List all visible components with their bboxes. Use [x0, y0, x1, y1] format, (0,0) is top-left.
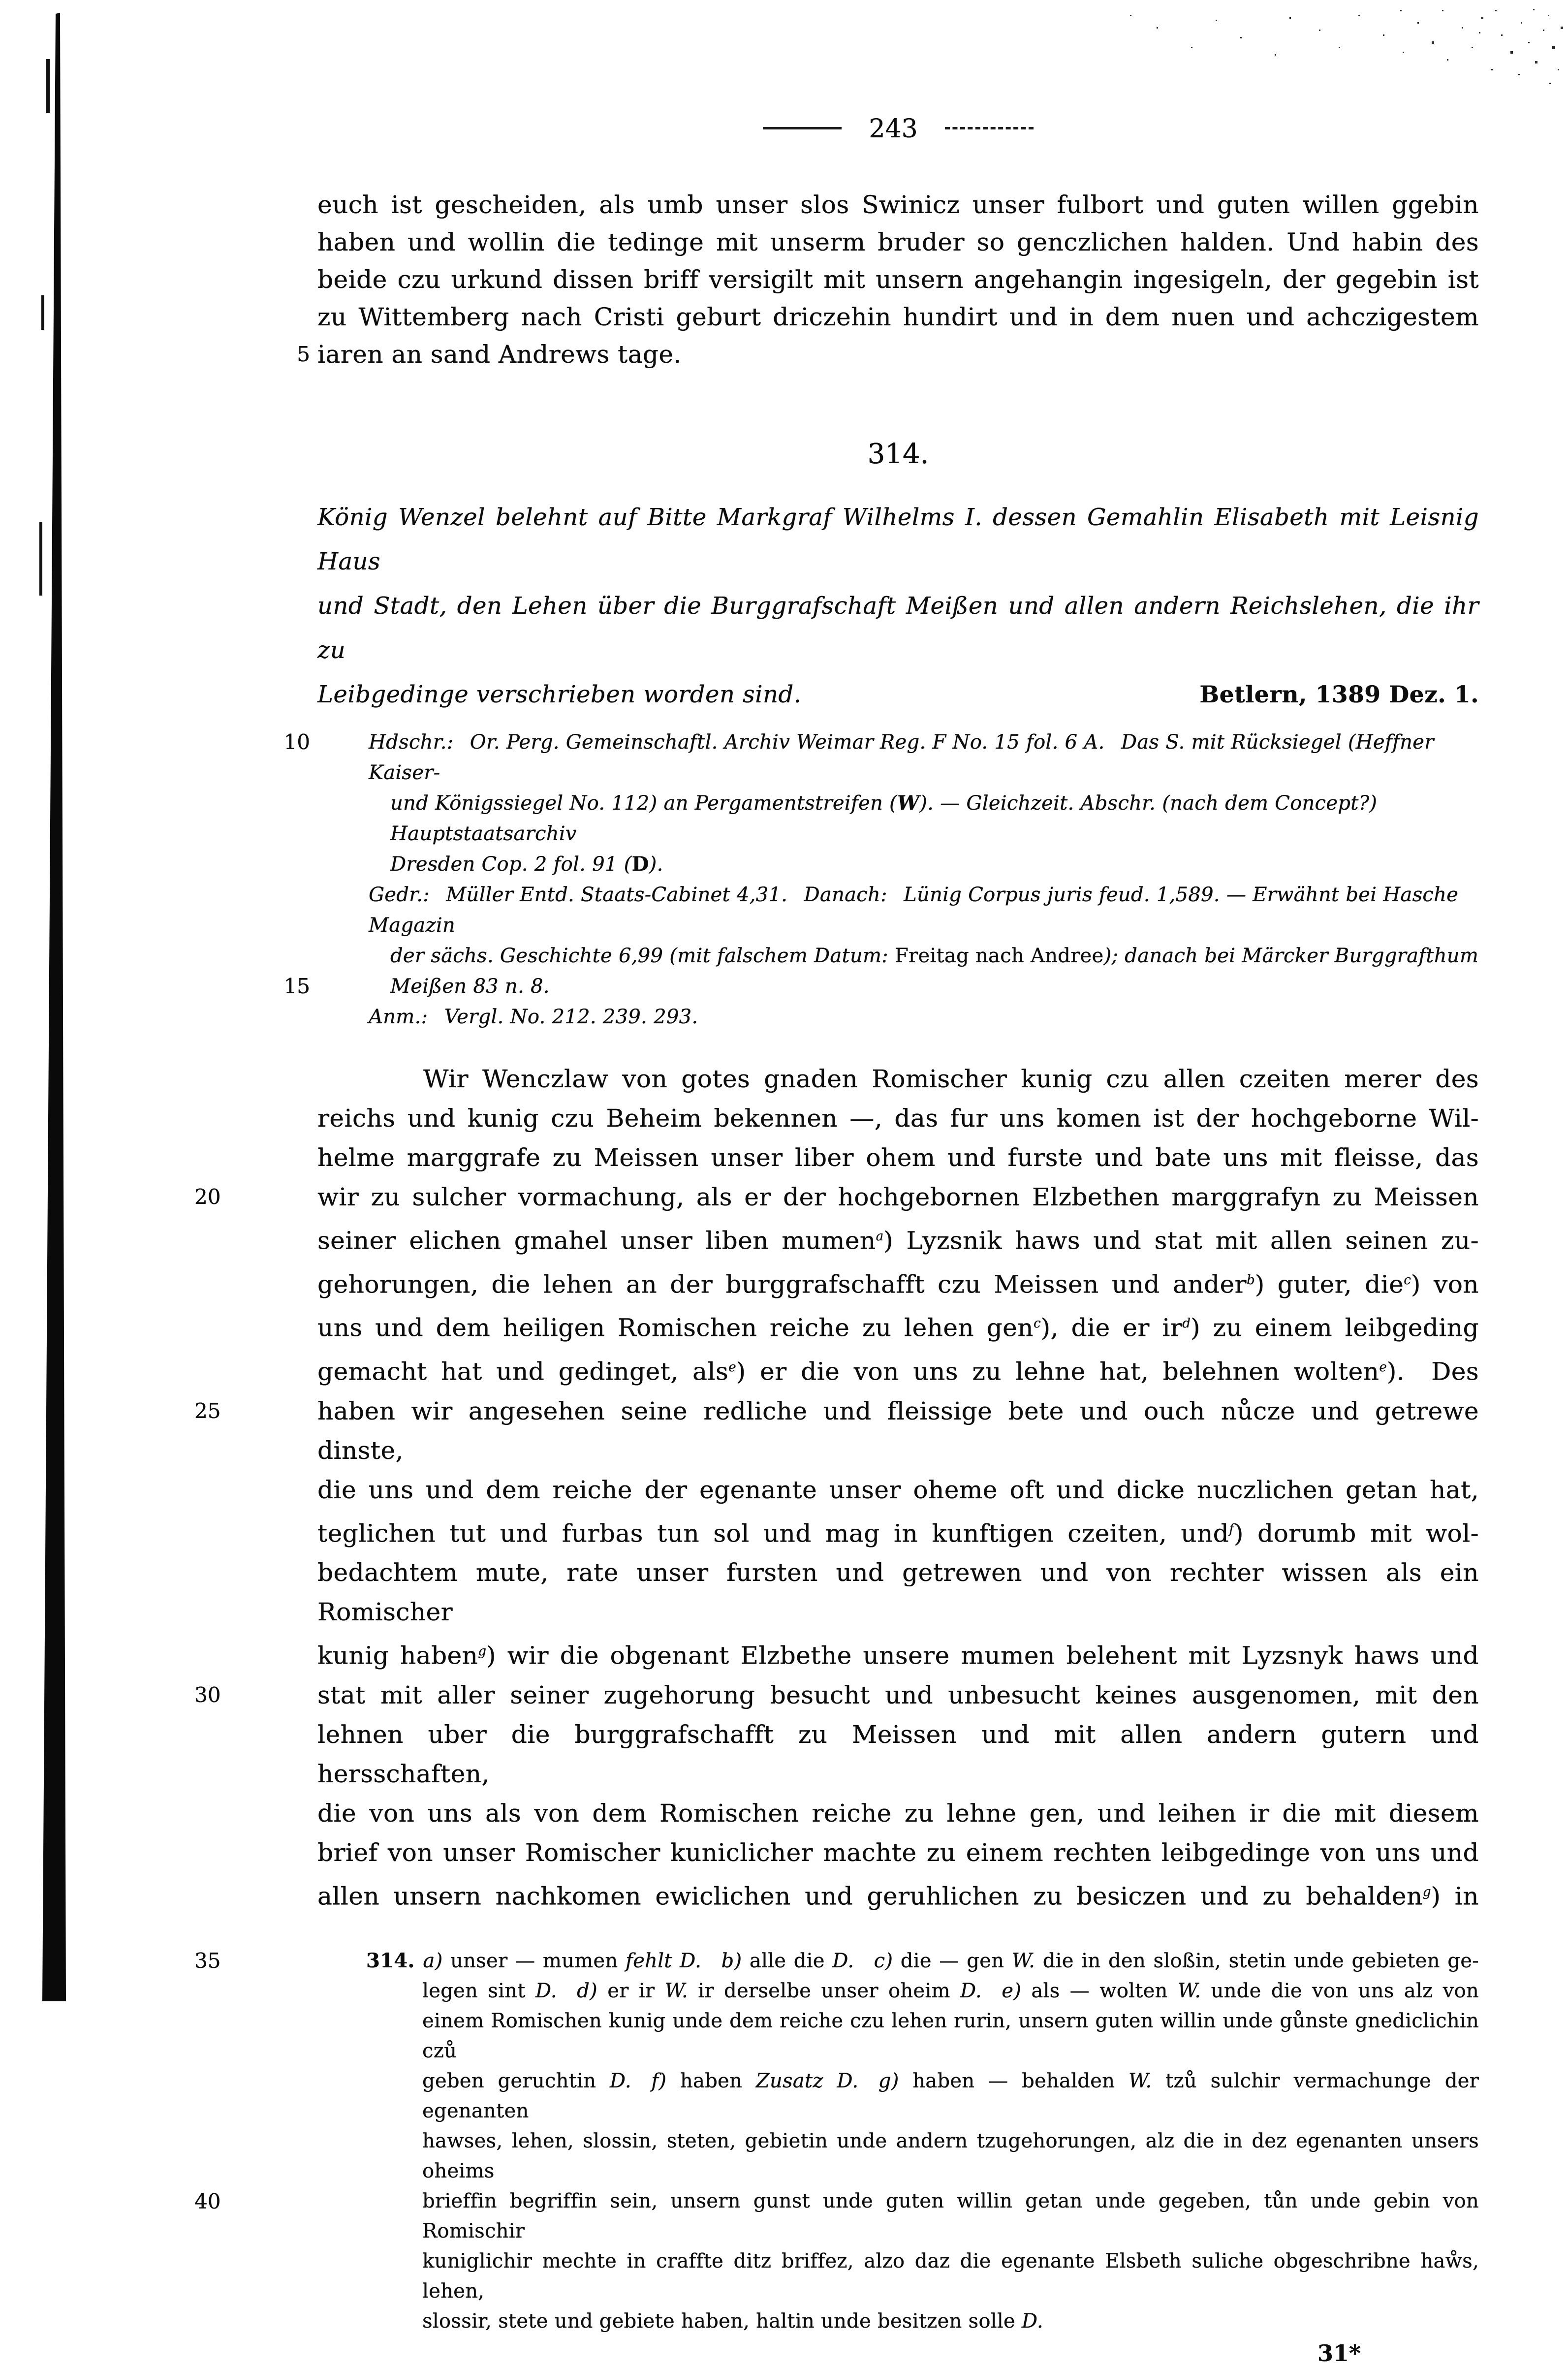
scan-edge-artifact — [0, 0, 74, 2001]
text-line — [317, 584, 1479, 672]
signature-mark: 31* — [1317, 2339, 1361, 2367]
charter-body — [194, 1059, 1479, 1916]
line-text: reichs und kunig czu Beheim bekennen —, das fur uns komen ist der hochgeborne Wil- — [317, 1104, 1479, 1133]
page-number: 243 — [869, 114, 918, 144]
footnote-line: kuniglichir mechte in craffte ditz briffez, alzo daz die egenante Elsbeth suliche obgeschribne haẘs, lehen, — [422, 2249, 1479, 2303]
footnote-line: legen sint D. d) er ir W. ir derselbe unser oheim D. e) als — wolten W. unde die von uns alz von — [422, 1979, 1479, 2002]
text-line — [317, 1715, 1479, 1794]
text-line — [297, 336, 1479, 373]
scan-edge-dash — [41, 295, 44, 330]
text-line — [317, 1553, 1479, 1632]
charter-dateline: Betlern, 1389 Dez. 1. — [1199, 681, 1479, 708]
text-line: und Königssiegel No. 112) an Pergamentstreifen (W). — Gleichzeit. Abschr. (nach dem Concept?) Hauptstaatsarchiv — [390, 791, 1378, 845]
scan-edge-dash — [46, 59, 50, 113]
footnote-line: hawses, lehen, slossin, steten, gebietin unde andern tzugehorungen, alz die in dez egenanten unsers oheims — [422, 2129, 1479, 2182]
footnote-line: einem Romischen kunig unde dem reiche czu lehen rurin, unsern guten willin unde gůnste gnediclichin czů — [422, 2009, 1479, 2062]
line-text: stat mit aller seiner zugehorung besucht und unbesucht keines ausgenomen, mit den — [317, 1680, 1479, 1709]
text-line — [317, 261, 1479, 298]
margin-line-number: 10 — [283, 730, 310, 754]
summary-last-text: Leibgedinge verschrieben worden sind. — [317, 681, 802, 708]
text-line: uns und dem heiligen Romischen reiche zu lehen gen$^c$), die er $ir^d$) zu einem leibgeding — [317, 1313, 1479, 1342]
line-text: die uns und dem reiche der egenante unser oheme oft und dicke nuczlichen getan hat, — [317, 1475, 1479, 1504]
margin-line-number: 35 — [194, 1948, 221, 1973]
line-text: wir zu sulcher vormachung, als er der hochgebornen Elzbethen marggrafyn zu Meissen — [317, 1183, 1479, 1211]
line-text: bedachtem mute, rate unser fursten und getrewen und von rechter wissen als ein Romischer — [317, 1558, 1479, 1627]
text-line: 10 Hdschr.: Or. Perg. Gemeinschaftl. Archiv Weimar Reg. F No. 15 fol. 6 A. Das S. mit Rücksiegel (Heffner Kaiser- — [317, 727, 1479, 788]
opening-paragraph — [297, 186, 1479, 373]
text-line — [317, 1833, 1479, 1872]
text-line — [317, 1059, 1479, 1099]
text-line: gehorungen, die lehen an der burggrafschafft czu Meissen und ander$^b$) guter, die$^c$) von — [317, 1270, 1479, 1299]
line-text: lehnen uber die burggrafschafft zu Meissen und mit allen andern gutern und hersschaften, — [317, 1720, 1479, 1788]
source-notes — [283, 727, 1479, 1032]
page-header — [317, 113, 1479, 145]
margin-line-number: 15 — [283, 974, 310, 998]
apparatus-footnotes — [194, 1946, 1479, 2336]
line-text: euch ist gescheiden, als umb unser slos Swinicz unser fulbort und guten willen ggebin — [317, 190, 1479, 219]
line-text: haben wir angesehen seine redliche und fleissige bete und ouch nůcze und getrewe dinste, — [317, 1396, 1479, 1465]
page-content — [194, 0, 1479, 2367]
line-text: König Wenzel belehnt auf Bitte Markgraf Wilhelms I. dessen Gemahlin Elisabeth mit Leisnig Haus — [317, 504, 1479, 575]
text-line — [317, 298, 1479, 336]
line-text: Wir Wenczlaw von gotes gnaden Romischer kunig czu allen czeiten merer des — [423, 1065, 1479, 1093]
text-line — [317, 223, 1479, 261]
margin-line-number: 25 — [194, 1398, 221, 1423]
text-line — [317, 1794, 1479, 1833]
charter-summary — [317, 495, 1479, 717]
text-line: Dresden Cop. 2 fol. 91 (D). — [390, 852, 663, 876]
header-rule-left — [763, 127, 842, 129]
text-line: Anm.: Vergl. No. 212. 239. 293. — [369, 1006, 698, 1028]
text-line — [317, 495, 1479, 584]
scan-edge-dash — [39, 522, 42, 596]
text-line: allen unsern nachkomen ewiclichen und geruhlichen zu besiczen und zu behalden$^g$) in — [317, 1882, 1479, 1911]
line-text: und Stadt, den Lehen über die Burggrafschaft Meißen und allen andern Reichslehen, die ihr zu — [317, 592, 1479, 664]
text-line — [194, 1675, 1479, 1715]
text-line: 15 Meißen 83 n. 8. — [317, 971, 1479, 1002]
text-line — [317, 1138, 1479, 1177]
footnote-line: 35 314. a) unser — mumen fehlt D. b) alle die D. c) die — gen W. die in den sloßin, stetin unde gebieten ge- — [317, 1946, 1479, 1976]
text-line: gemacht hat und gedinget, als$^e$) er die von uns zu lehne hat, belehnen wolten$^e$). Des — [317, 1357, 1479, 1386]
header-rule-right — [945, 127, 1034, 129]
line-text: zu Wittemberg nach Cristi geburt driczehin hundirt und in dem nuen und achczigestem — [317, 303, 1479, 331]
charter-number-heading: 314. — [867, 438, 929, 470]
text-line — [317, 672, 1479, 717]
text-line — [194, 1177, 1479, 1217]
text-line — [317, 186, 1479, 223]
text-line — [317, 1470, 1479, 1510]
margin-line-number: 30 — [194, 1682, 221, 1707]
text-line — [194, 1391, 1479, 1470]
line-text: brief von unser Romischer kuniclicher machte zu einem rechten leibgedinge von uns und — [317, 1838, 1479, 1867]
footnote-line: geben geruchtin D. f) haben Zusatz D. g) haben — behalden W. tzů sulchir vermachunge der egenanten — [422, 2069, 1479, 2122]
footnote-line: 40 brieffin begriffin sein, unsern gunst unde guten willin getan unde gegeben, tůn unde gebin von Romischir — [317, 2186, 1479, 2246]
margin-line-number: 20 — [194, 1185, 221, 1209]
line-text: haben und wollin die tedinge mit unserm bruder so genczlichen halden. Und habin des — [317, 228, 1479, 256]
line-text: helme marggrafe zu Meissen unser liber ohem und furste und bate uns mit fleisse, das — [317, 1143, 1479, 1172]
margin-line-number: 40 — [194, 2189, 221, 2213]
text-line: teglichen tut und furbas tun sol und mag in kunftigen czeiten, und$^f$) dorumb mit wol- — [317, 1519, 1479, 1548]
line-text: iaren an sand Andrews tage. — [317, 340, 682, 369]
text-line: der sächs. Geschichte 6,99 (mit falschem Datum: Freitag nach Andree); danach bei Märcker Burggrafthum — [390, 945, 1479, 967]
line-text: beide czu urkund dissen briff versigilt mit unsern angehangin ingesigeln, der gegebin ist — [317, 265, 1479, 294]
text-line: Gedr.: Müller Entd. Staats-Cabinet 4,31. Danach: Lünig Corpus juris feud. 1,589. — Erwähnt bei Hasche Magazin — [369, 884, 1459, 937]
text-line: kunig haben$^g$) wir die obgenant Elzbethe unsere mumen belehent mit Lyzsnyk haws und — [317, 1641, 1479, 1670]
line-text: die von uns als von dem Romischen reiche zu lehne gen, und leihen ir die mit diesem — [317, 1799, 1479, 1828]
margin-line-number: 5 — [297, 342, 310, 366]
footnote-line: slossir, stete und gebiete haben, haltin unde besitzen solle D. — [422, 2309, 1043, 2333]
text-line: seiner elichen gmahel unser liben mumen$^a$) Lyzsnik haws und stat mit allen seinen zu- — [317, 1226, 1479, 1255]
text-line — [317, 1099, 1479, 1138]
